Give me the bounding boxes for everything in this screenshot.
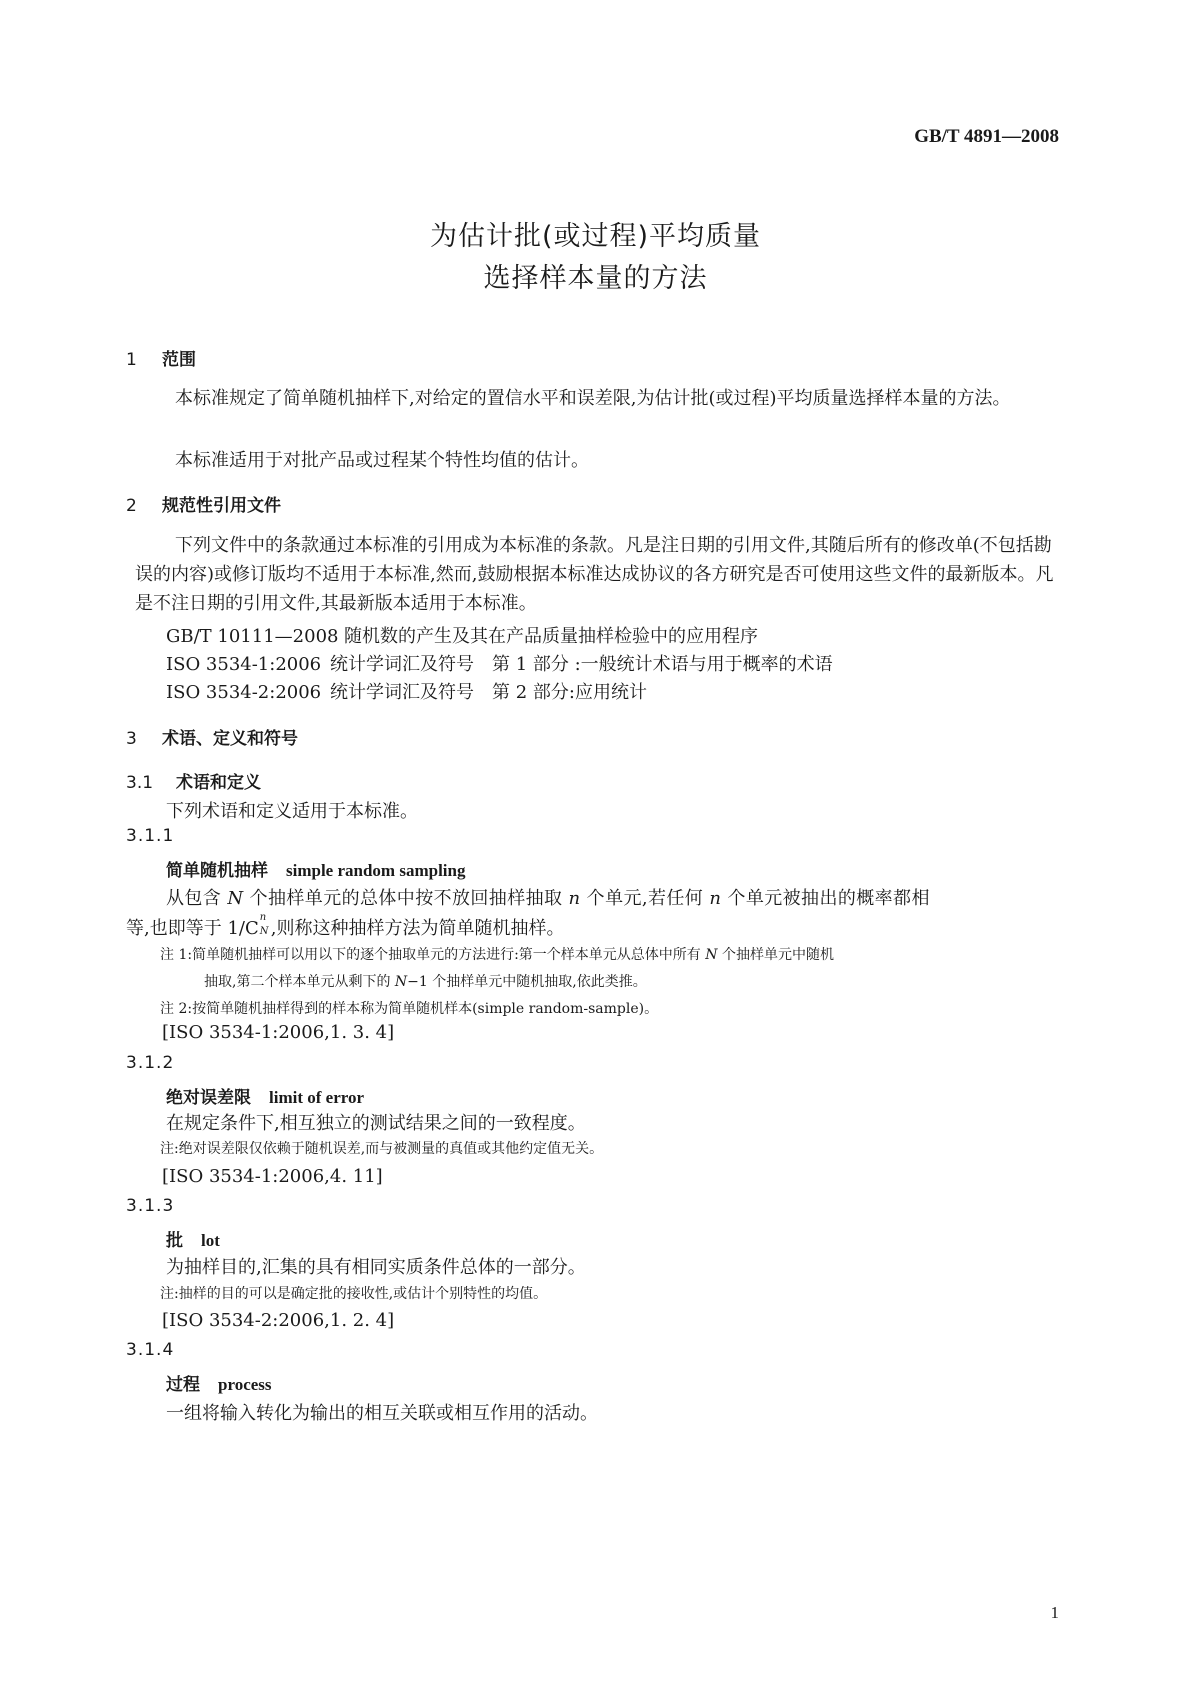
note-text: 简单随机抽样可以用以下的逐个抽取单元的方法进行:第一个样本单元从总体中所有 — [192, 947, 701, 963]
reference-title: 统计学词汇及符号 第 2 部分:应用统计 — [330, 682, 647, 703]
term-number-3-1-3: 3.1.3 — [126, 1196, 175, 1216]
term-3-1-3-source: [ISO 3534-2:2006,1. 2. 4] — [162, 1310, 395, 1331]
section-number: 1 — [126, 350, 137, 370]
subsection-number: 3.1 — [126, 773, 154, 793]
normative-reference — [166, 622, 758, 648]
symbol-N: N — [705, 947, 718, 963]
section-2-heading — [126, 491, 281, 516]
reference-title: 随机数的产生及其在产品质量抽样检验中的应用程序 — [344, 626, 758, 647]
term-chinese: 简单随机抽样 — [166, 861, 268, 881]
term-3-1-4 — [166, 1370, 272, 1395]
page-number: 1 — [1050, 1603, 1059, 1622]
section-1-paragraph-2: 本标准适用于对批产品或过程某个特性均值的估计。 — [175, 450, 589, 471]
definition-text: 等,也即等于 1/C — [126, 918, 259, 939]
term-english: lot — [201, 1231, 220, 1250]
term-3-1-2 — [166, 1083, 364, 1108]
normative-reference — [166, 678, 647, 704]
note-text: 个抽样单元中随机 — [721, 947, 834, 963]
section-number: 3 — [126, 729, 137, 749]
normative-reference — [166, 650, 833, 676]
section-1-paragraph-1: 本标准规定了简单随机抽样下,对给定的置信水平和误差限,为估计批(或过程)平均质量选择样本量的方法。 — [175, 388, 1011, 409]
reference-code: GB/T 10111—2008 — [166, 626, 339, 647]
term-3-1-1-note-2: 注 2:按简单随机抽样得到的样本称为简单随机样本(simple random-sample)。 — [160, 1001, 659, 1017]
section-title: 术语、定义和符号 — [162, 729, 298, 749]
definition-text: ,则称这种抽样方法为简单随机抽样。 — [270, 918, 565, 939]
standard-number: GB/T 4891—2008 — [914, 126, 1059, 147]
section-2-paragraph: 下列文件中的条款通过本标准的引用成为本标准的条款。凡是注日期的引用文件,其随后所有的修改单(不包括勘误的内容)或修订版均不适用于本标准,然而,鼓励根据本标准达成协议的各方研究是否可使用这些文件的最新版本。凡是不注日期的引用文件,其最新版本适用于本标准。 — [135, 535, 1054, 614]
term-3-1-1-source: [ISO 3534-1:2006,1. 3. 4] — [162, 1022, 395, 1043]
term-3-1-1-note-1-continued — [204, 968, 647, 996]
term-chinese: 绝对误差限 — [166, 1088, 251, 1108]
term-3-1-1-definition-line2 — [126, 914, 564, 940]
term-3-1-3-definition: 为抽样目的,汇集的具有相同实质条件总体的一部分。 — [166, 1257, 586, 1278]
reference-code: ISO 3534-1:2006 — [166, 654, 322, 675]
symbol-N: N — [227, 888, 244, 909]
reference-title: 统计学词汇及符号 第 1 部分 :一般统计术语与用于概率的术语 — [330, 654, 833, 675]
term-3-1-2-definition: 在规定条件下,相互独立的测试结果之间的一致程度。 — [166, 1113, 586, 1134]
note-text: −1 个抽样单元中随机抽取,依此类推。 — [407, 974, 647, 990]
reference-code: ISO 3534-2:2006 — [166, 682, 322, 703]
document-title-line2: 选择样本量的方法 — [483, 263, 708, 294]
term-3-1-1-definition-line1 — [166, 884, 930, 910]
term-3-1-4-definition: 一组将输入转化为输出的相互关联或相互作用的活动。 — [166, 1403, 598, 1424]
symbol-N: N — [394, 974, 408, 990]
note-text: 抽取,第二个样本单元从剩下的 — [204, 974, 391, 990]
term-chinese: 批 — [166, 1231, 183, 1251]
definition-text: 从包含 — [166, 888, 222, 909]
definition-text: 个单元,若任何 — [586, 888, 704, 909]
subsection-3-1-heading — [126, 768, 261, 793]
term-3-1-1-note-1 — [160, 941, 834, 969]
term-3-1-1 — [166, 856, 465, 881]
section-1-heading — [126, 345, 196, 370]
term-3-1-3-note: 注:抽样的目的可以是确定批的接收性,或估计个别特性的均值。 — [160, 1286, 548, 1302]
note-label: 注 1: — [160, 947, 193, 963]
term-number-3-1-2: 3.1.2 — [126, 1053, 175, 1073]
section-3-heading — [126, 724, 298, 749]
subscript-N: N — [259, 926, 269, 937]
term-3-1-3 — [166, 1226, 220, 1251]
subsection-title: 术语和定义 — [176, 773, 261, 793]
combination-symbol — [259, 912, 271, 937]
section-number: 2 — [126, 496, 137, 516]
document-title-line1: 为估计批(或过程)平均质量 — [429, 221, 762, 252]
term-number-3-1-4: 3.1.4 — [126, 1340, 175, 1360]
section-title: 范围 — [162, 350, 196, 370]
term-english: simple random sampling — [286, 861, 466, 880]
symbol-n: n — [709, 888, 722, 909]
symbol-n: n — [568, 888, 581, 909]
term-3-1-2-note: 注:绝对误差限仅依赖于随机误差,而与被测量的真值或其他约定值无关。 — [160, 1141, 604, 1157]
section-title: 规范性引用文件 — [162, 496, 281, 516]
term-3-1-2-source: [ISO 3534-1:2006,4. 11] — [162, 1166, 383, 1187]
term-chinese: 过程 — [166, 1375, 200, 1395]
term-english: process — [218, 1375, 272, 1394]
superscript-n: n — [259, 912, 267, 923]
term-english: limit of error — [269, 1088, 365, 1107]
subsection-3-1-intro: 下列术语和定义适用于本标准。 — [166, 801, 418, 822]
definition-text: 个抽样单元的总体中按不放回抽样抽取 — [249, 888, 563, 909]
definition-text: 个单元被抽出的概率都相 — [727, 888, 930, 909]
term-number-3-1-1: 3.1.1 — [126, 826, 175, 846]
